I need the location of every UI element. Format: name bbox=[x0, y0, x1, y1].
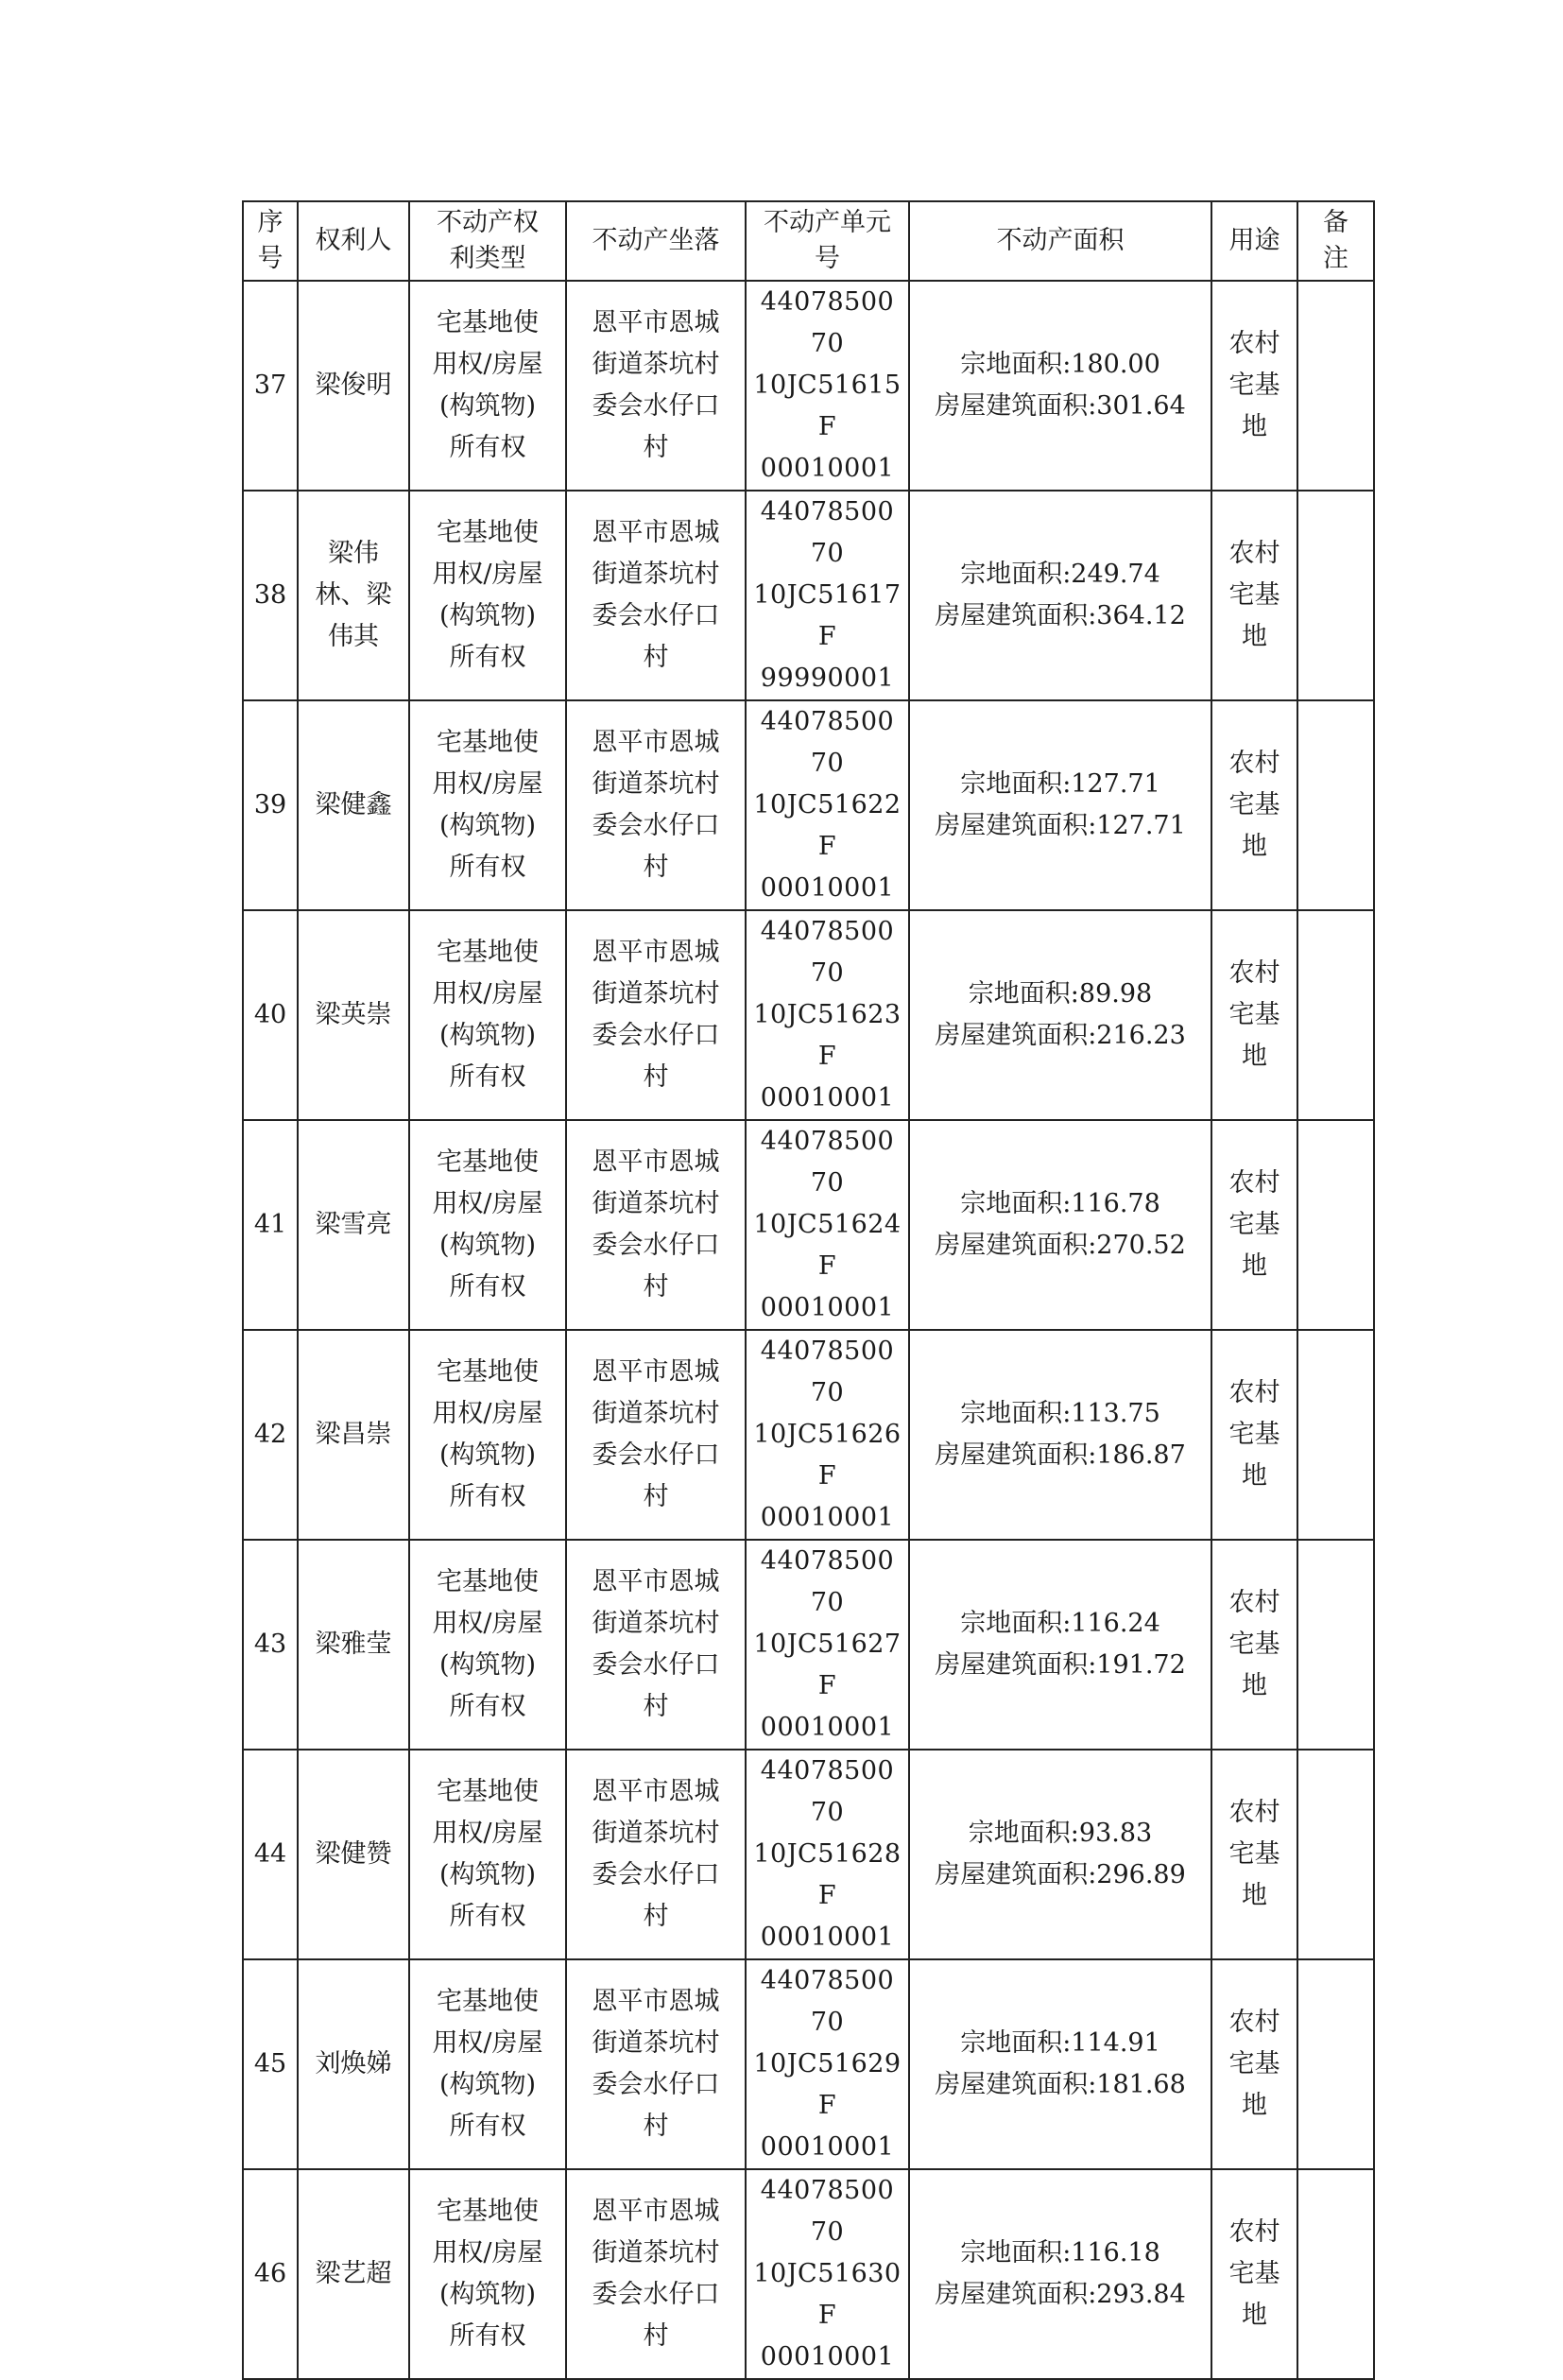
cell-location: 恩平市恩城 街道茶坑村 委会水仔口 村 bbox=[566, 700, 746, 910]
table-row bbox=[243, 1750, 1374, 1959]
cell-right-type: 宅基地使 用权/房屋 (构筑物) 所有权 bbox=[409, 281, 566, 491]
cell-remark bbox=[1297, 281, 1374, 491]
cell-area: 宗地面积:113.75 房屋建筑面积:186.87 bbox=[909, 1330, 1211, 1540]
cell-remark bbox=[1297, 1120, 1374, 1330]
cell-seq: 46 bbox=[243, 2169, 298, 2379]
cell-area: 宗地面积:116.78 房屋建筑面积:270.52 bbox=[909, 1120, 1211, 1330]
cell-location: 恩平市恩城 街道茶坑村 委会水仔口 村 bbox=[566, 1959, 746, 2169]
table-row bbox=[243, 2169, 1374, 2379]
table-header-row bbox=[243, 201, 1374, 281]
header-area: 不动产面积 bbox=[909, 201, 1211, 281]
cell-location: 恩平市恩城 街道茶坑村 委会水仔口 村 bbox=[566, 1540, 746, 1750]
cell-remark bbox=[1297, 491, 1374, 700]
header-location: 不动产坐落 bbox=[566, 201, 746, 281]
cell-usage: 农村 宅基 地 bbox=[1211, 1750, 1297, 1959]
cell-area: 宗地面积:89.98 房屋建筑面积:216.23 bbox=[909, 910, 1211, 1120]
table-row bbox=[243, 1540, 1374, 1750]
cell-usage: 农村 宅基 地 bbox=[1211, 1540, 1297, 1750]
table-row bbox=[243, 1959, 1374, 2169]
cell-usage: 农村 宅基 地 bbox=[1211, 910, 1297, 1120]
cell-owner: 梁雅莹 bbox=[298, 1540, 409, 1750]
table-row bbox=[243, 910, 1374, 1120]
cell-remark bbox=[1297, 1330, 1374, 1540]
cell-owner: 梁俊明 bbox=[298, 281, 409, 491]
table-row bbox=[243, 700, 1374, 910]
cell-usage: 农村 宅基 地 bbox=[1211, 700, 1297, 910]
cell-owner: 梁昌崇 bbox=[298, 1330, 409, 1540]
cell-unit-no: 4407850070 10JC51628F 00010001 bbox=[746, 1750, 909, 1959]
cell-seq: 39 bbox=[243, 700, 298, 910]
cell-location: 恩平市恩城 街道茶坑村 委会水仔口 村 bbox=[566, 1120, 746, 1330]
cell-area: 宗地面积:114.91 房屋建筑面积:181.68 bbox=[909, 1959, 1211, 2169]
cell-right-type: 宅基地使 用权/房屋 (构筑物) 所有权 bbox=[409, 1750, 566, 1959]
cell-location: 恩平市恩城 街道茶坑村 委会水仔口 村 bbox=[566, 2169, 746, 2379]
cell-seq: 40 bbox=[243, 910, 298, 1120]
cell-owner: 梁艺超 bbox=[298, 2169, 409, 2379]
cell-area: 宗地面积:116.18 房屋建筑面积:293.84 bbox=[909, 2169, 1211, 2379]
cell-usage: 农村 宅基 地 bbox=[1211, 281, 1297, 491]
cell-unit-no: 4407850070 10JC51615F 00010001 bbox=[746, 281, 909, 491]
cell-usage: 农村 宅基 地 bbox=[1211, 1959, 1297, 2169]
cell-right-type: 宅基地使 用权/房屋 (构筑物) 所有权 bbox=[409, 1120, 566, 1330]
cell-area: 宗地面积:93.83 房屋建筑面积:296.89 bbox=[909, 1750, 1211, 1959]
header-right-type: 不动产权 利类型 bbox=[409, 201, 566, 281]
cell-area: 宗地面积:116.24 房屋建筑面积:191.72 bbox=[909, 1540, 1211, 1750]
cell-right-type: 宅基地使 用权/房屋 (构筑物) 所有权 bbox=[409, 700, 566, 910]
table-row bbox=[243, 491, 1374, 700]
table-row bbox=[243, 281, 1374, 491]
cell-owner: 梁英崇 bbox=[298, 910, 409, 1120]
cell-remark bbox=[1297, 700, 1374, 910]
cell-owner: 梁健赞 bbox=[298, 1750, 409, 1959]
cell-usage: 农村 宅基 地 bbox=[1211, 1330, 1297, 1540]
cell-seq: 45 bbox=[243, 1959, 298, 2169]
cell-usage: 农村 宅基 地 bbox=[1211, 491, 1297, 700]
cell-remark bbox=[1297, 2169, 1374, 2379]
cell-unit-no: 4407850070 10JC51617F 99990001 bbox=[746, 491, 909, 700]
cell-seq: 44 bbox=[243, 1750, 298, 1959]
cell-seq: 38 bbox=[243, 491, 298, 700]
property-registry-table bbox=[242, 200, 1375, 2380]
cell-remark bbox=[1297, 910, 1374, 1120]
cell-right-type: 宅基地使 用权/房屋 (构筑物) 所有权 bbox=[409, 1540, 566, 1750]
cell-remark bbox=[1297, 1540, 1374, 1750]
cell-remark bbox=[1297, 1959, 1374, 2169]
cell-usage: 农村 宅基 地 bbox=[1211, 1120, 1297, 1330]
cell-area: 宗地面积:180.00 房屋建筑面积:301.64 bbox=[909, 281, 1211, 491]
cell-unit-no: 4407850070 10JC51629F 00010001 bbox=[746, 1959, 909, 2169]
cell-area: 宗地面积:249.74 房屋建筑面积:364.12 bbox=[909, 491, 1211, 700]
cell-location: 恩平市恩城 街道茶坑村 委会水仔口 村 bbox=[566, 491, 746, 700]
cell-unit-no: 4407850070 10JC51623F 00010001 bbox=[746, 910, 909, 1120]
cell-location: 恩平市恩城 街道茶坑村 委会水仔口 村 bbox=[566, 1750, 746, 1959]
cell-right-type: 宅基地使 用权/房屋 (构筑物) 所有权 bbox=[409, 1959, 566, 2169]
cell-unit-no: 4407850070 10JC51622F 00010001 bbox=[746, 700, 909, 910]
cell-location: 恩平市恩城 街道茶坑村 委会水仔口 村 bbox=[566, 281, 746, 491]
cell-owner: 梁健鑫 bbox=[298, 700, 409, 910]
header-unit-no: 不动产单元 号 bbox=[746, 201, 909, 281]
cell-area: 宗地面积:127.71 房屋建筑面积:127.71 bbox=[909, 700, 1211, 910]
cell-unit-no: 4407850070 10JC51630F 00010001 bbox=[746, 2169, 909, 2379]
cell-unit-no: 4407850070 10JC51626F 00010001 bbox=[746, 1330, 909, 1540]
header-owner: 权利人 bbox=[298, 201, 409, 281]
header-seq: 序 号 bbox=[243, 201, 298, 281]
cell-seq: 37 bbox=[243, 281, 298, 491]
cell-right-type: 宅基地使 用权/房屋 (构筑物) 所有权 bbox=[409, 910, 566, 1120]
header-remark: 备 注 bbox=[1297, 201, 1374, 281]
cell-unit-no: 4407850070 10JC51624F 00010001 bbox=[746, 1120, 909, 1330]
cell-seq: 43 bbox=[243, 1540, 298, 1750]
cell-location: 恩平市恩城 街道茶坑村 委会水仔口 村 bbox=[566, 1330, 746, 1540]
cell-seq: 41 bbox=[243, 1120, 298, 1330]
table-row bbox=[243, 1330, 1374, 1540]
cell-usage: 农村 宅基 地 bbox=[1211, 2169, 1297, 2379]
cell-remark bbox=[1297, 1750, 1374, 1959]
cell-owner: 刘焕娣 bbox=[298, 1959, 409, 2169]
cell-right-type: 宅基地使 用权/房屋 (构筑物) 所有权 bbox=[409, 491, 566, 700]
cell-owner: 梁雪亮 bbox=[298, 1120, 409, 1330]
header-usage: 用途 bbox=[1211, 201, 1297, 281]
cell-owner: 梁伟 林、梁 伟其 bbox=[298, 491, 409, 700]
cell-right-type: 宅基地使 用权/房屋 (构筑物) 所有权 bbox=[409, 2169, 566, 2379]
cell-unit-no: 4407850070 10JC51627F 00010001 bbox=[746, 1540, 909, 1750]
cell-location: 恩平市恩城 街道茶坑村 委会水仔口 村 bbox=[566, 910, 746, 1120]
table-row bbox=[243, 1120, 1374, 1330]
cell-right-type: 宅基地使 用权/房屋 (构筑物) 所有权 bbox=[409, 1330, 566, 1540]
cell-seq: 42 bbox=[243, 1330, 298, 1540]
